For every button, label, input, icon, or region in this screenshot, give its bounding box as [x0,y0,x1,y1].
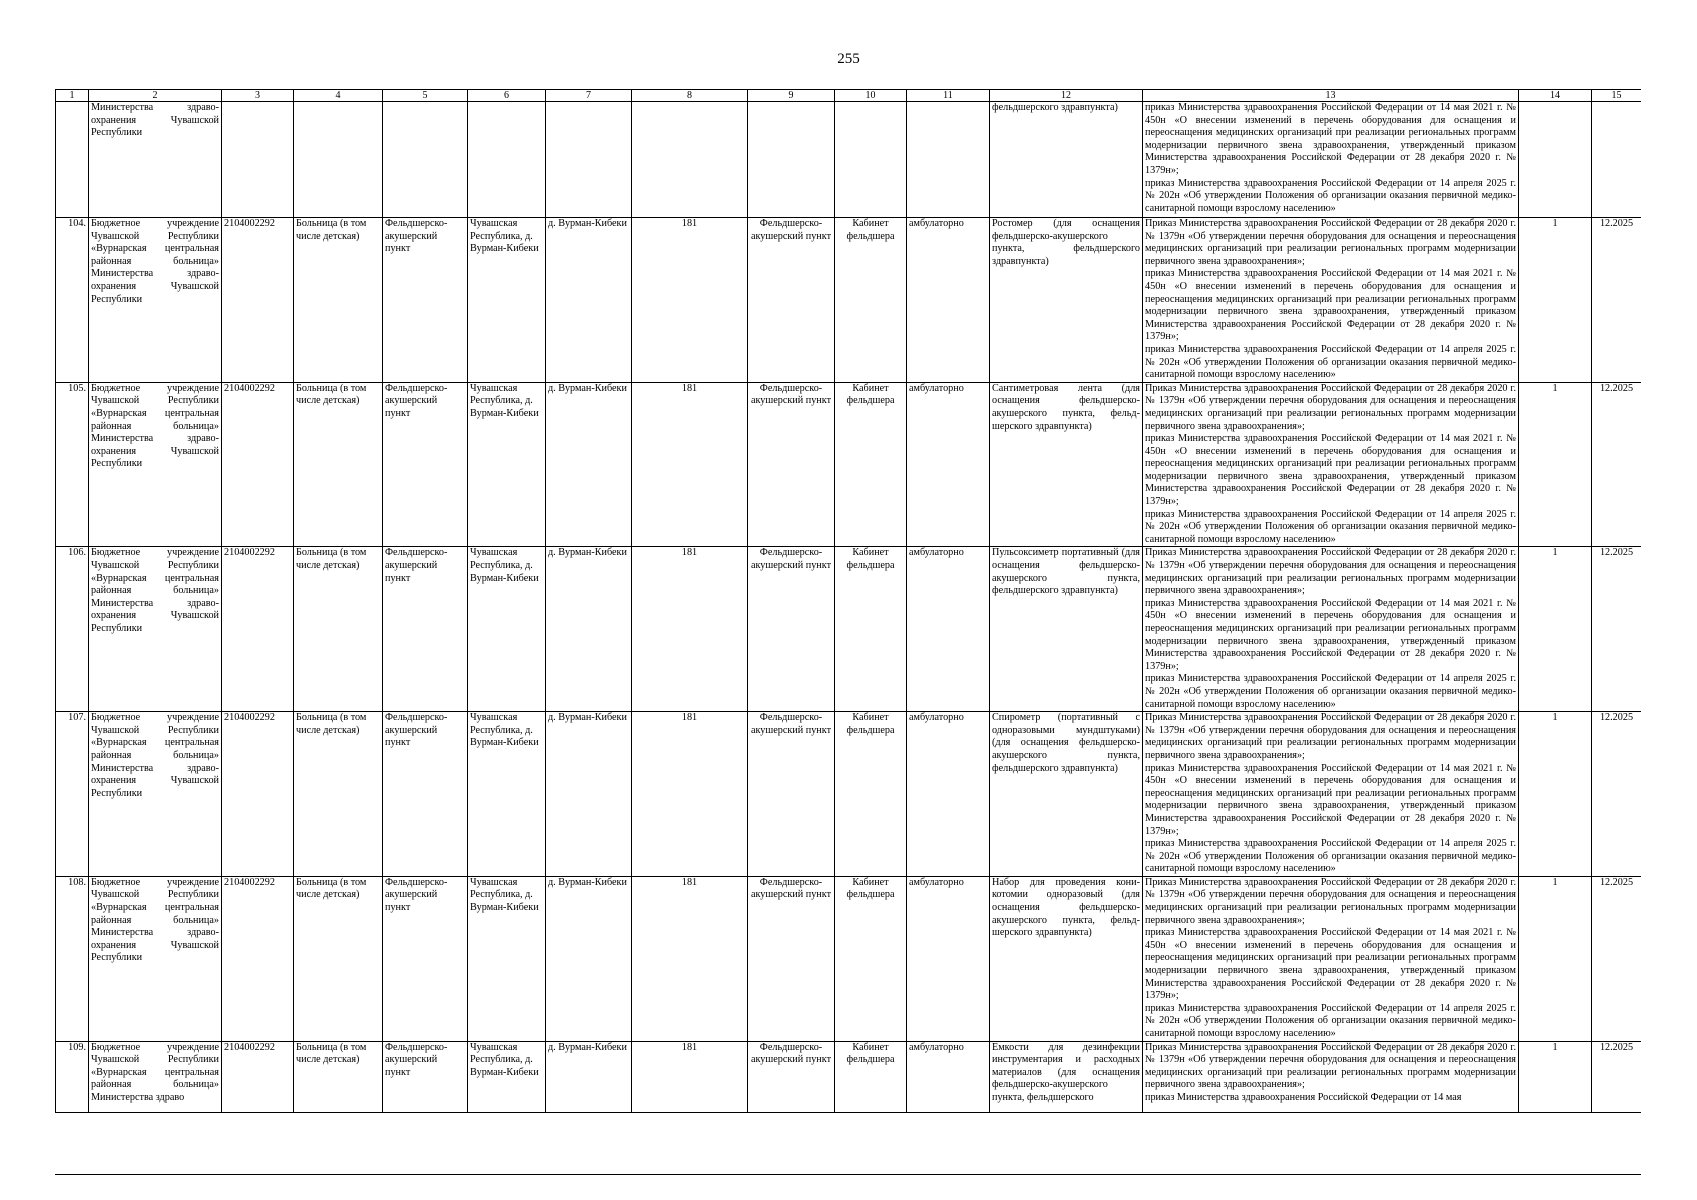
cell-region: Чувашская Республика, д. Вурман-Кибеки [468,712,546,877]
cell-unit: Фельдшерско-акушерский пункт [748,218,835,383]
cell-unit: Фельдшерско-акушерский пункт [748,1041,835,1112]
cell-region: Чувашская Республика, д. Вурман-Кибеки [468,876,546,1041]
cell-num: 106. [56,547,89,712]
cell-care [907,102,990,218]
column-header: 12 [990,90,1143,102]
legal-paragraph: приказ Министерства здравоохранения Российской Федерации от 14 апреля 2025 г. № 202н «Об утверждении Положения об организации оказания первичной медико-санитарной помощи взрослому населению» [1145,838,1516,875]
cell-settlement [546,102,632,218]
equipment-table-container [55,89,1641,1175]
cell-date: 12.2025 [1592,547,1642,712]
cell-num: 109. [56,1041,89,1112]
cell-org-type: Больница (в том числе детская) [294,876,383,1041]
cell-qty: 1 [1519,382,1592,547]
legal-paragraph: приказ Министерства здравоохранения Российской Федерации от 14 апреля 2025 г. № 202н «Об утверждении Положения об организации оказания первичной медико-санитарной помощи взрослому населению» [1145,673,1516,710]
cell-equipment: Спирометр (портативный с одноразовыми мундштуками) (для оснащения фельдшерско-акушерского пункта, фельдшерского здравпункта) [990,712,1143,877]
cell-qty: 1 [1519,218,1592,383]
cell-subdivision: Фельдшерско-акушерский пункт [383,1041,468,1112]
cell-settlement: д. Вурман-Кибеки [546,218,632,383]
cell-qty: 1 [1519,547,1592,712]
cell-legal [1143,102,1519,218]
cell-inn: 2104002292 [222,218,294,383]
cell-region: Чувашская Республика, д. Вурман-Кибеки [468,1041,546,1112]
cell-care: амбулаторно [907,1041,990,1112]
table-row-continuation [56,102,1642,218]
cell-code [632,102,748,218]
cell-inn: 2104002292 [222,382,294,547]
cell-region: Чувашская Республика, д. Вурман-Кибеки [468,547,546,712]
cell-unit: Фельдшерско-акушерский пункт [748,712,835,877]
cell-institution: Бюджетное учреждение Чувашской Республики «Вурнарская центральная районная больница» Министерства здравоохранения Чувашской Республики [89,876,222,1041]
cell-subdivision: Фельдшерско-акушерский пункт [383,712,468,877]
cell-institution: Министерства здравоохранения Чувашской Республики [89,102,222,218]
cell-subdivision: Фельдшерско-акушерский пункт [383,218,468,383]
table-row [56,712,1642,877]
cell-date: 12.2025 [1592,876,1642,1041]
column-header: 14 [1519,90,1592,102]
cell-num: 105. [56,382,89,547]
cell-org-type [294,102,383,218]
legal-paragraph: приказ Министерства здравоохранения Российской Федерации от 14 мая [1145,1091,1462,1103]
cell-unit: Фельдшерско-акушерский пункт [748,547,835,712]
cell-institution: Бюджетное учреждение Чувашской Республики «Вурнарская центральная районная больница» Министерства здравоохранения Чувашской Республики [89,382,222,547]
cell-settlement: д. Вурман-Кибеки [546,382,632,547]
page-number: 255 [837,51,860,67]
column-header: 15 [1592,90,1642,102]
cell-code: 181 [632,382,748,547]
cell-equipment: Емкости для дезинфекции инструментария и расходных материалов (для оснащения фельдшерско-акушерского пункта, фельдшерского [990,1041,1143,1112]
column-header: 2 [89,90,222,102]
legal-paragraph: Приказ Министерства здравоохранения Российской Федерации от 28 декабря 2020 г. № 1379н «Об утверждении перечня оборудования для оснащения и переоснащения медицинских организаций при реализации региональных программ модернизации первичного звена здравоохранения»; [1145,547,1516,597]
cell-qty: 1 [1519,876,1592,1041]
cell-equipment: Пульсоксиметр портативный (для оснащения фельдшерско-акушерского пункта, фельдшерского здравпункта) [990,547,1143,712]
cell-room: Кабинет фельдшера [835,547,907,712]
cell-region: Чувашская Республика, д. Вурман-Кибеки [468,382,546,547]
cell-num [56,102,89,218]
cell-care: амбулаторно [907,547,990,712]
cell-care: амбулаторно [907,712,990,877]
legal-paragraph: приказ Министерства здравоохранения Российской Федерации от 14 апреля 2025 г. № 202н «Об утверждении Положения об организации оказания первичной медико-санитарной помощи взрослому населению» [1145,1002,1516,1039]
cell-org-type: Больница (в том числе детская) [294,547,383,712]
cell-code: 181 [632,547,748,712]
legal-paragraph: Приказ Министерства здравоохранения Российской Федерации от 28 декабря 2020 г. № 1379н «Об утверждении перечня оборудования для оснащения и переоснащения медицинских организаций при реализации региональных программ модернизации первичного звена здравоохранения»; [1145,1041,1516,1091]
cell-qty: 1 [1519,1041,1592,1112]
cell-institution: Бюджетное учреждение Чувашской Республики «Вурнарская центральная районная больница» Министерства здравоохранения Чувашской Республики [89,712,222,877]
cell-equipment: Сантиметровая лента (для оснащения фельдшерско-акушерского пункта, фельдшерского здравпункта) [990,382,1143,547]
cell-equipment: Ростомер (для оснащения фельдшерско-акушерского пункта, фельдшерского здравпункта) [990,218,1143,383]
cell-room [835,102,907,218]
legal-paragraph: приказ Министерства здравоохранения Российской Федерации от 14 апреля 2025 г. № 202н «Об утверждении Положения об организации оказания первичной медико-санитарной помощи взрослому населению» [1145,343,1516,381]
cell-settlement: д. Вурман-Кибеки [546,1041,632,1112]
cell-subdivision [383,102,468,218]
column-header: 7 [546,90,632,102]
cell-qty [1519,102,1592,218]
cell-inn [222,102,294,218]
column-header: 4 [294,90,383,102]
legal-paragraph: приказ Министерства здравоохранения Российской Федерации от 14 мая 2021 г. № 450н «О внесении изменений в перечень оборудования для оснащения и переоснащения медицинских организаций при реализации региональных программ модернизации первичного звена здравоохранения, утвержденный приказом Министерства здравоохранения Российской Федерации от 28 декабря 2020 г. № 1379н»; [1145,102,1516,176]
cell-num: 104. [56,218,89,383]
legal-paragraph: приказ Министерства здравоохранения Российской Федерации от 14 апреля 2025 г. № 202н «Об утверждении Положения об организации оказания первичной медико-санитарной помощи взрослому населению» [1145,508,1516,545]
cell-date: 12.2025 [1592,382,1642,547]
cell-equipment: фельдшерского здравпункта) [990,102,1143,218]
cell-unit: Фельдшерско-акушерский пункт [748,876,835,1041]
cell-room: Кабинет фельдшера [835,382,907,547]
cell-date [1592,102,1642,218]
cell-room: Кабинет фельдшера [835,876,907,1041]
cell-unit [748,102,835,218]
cell-date: 12.2025 [1592,218,1642,383]
cell-date: 12.2025 [1592,712,1642,877]
cell-institution: Бюджетное учреждение Чувашской Республики «Вурнарская центральная районная больница» Министерства здравоохранения Чувашской Республики [89,218,222,383]
legal-paragraph: Приказ Министерства здравоохранения Российской Федерации от 28 декабря 2020 г. № 1379н «Об утверждении перечня оборудования для оснащения и переоснащения медицинских организаций при реализации региональных программ модернизации первичного звена здравоохранения»; [1145,382,1516,432]
cell-settlement: д. Вурман-Кибеки [546,712,632,877]
cell-num: 108. [56,876,89,1041]
table-row [56,876,1642,1041]
cell-org-type: Больница (в том числе детская) [294,1041,383,1112]
column-header: 1 [56,90,89,102]
table-body [56,218,1642,1113]
cell-legal [1143,876,1519,1041]
cell-legal [1143,382,1519,547]
legal-paragraph: приказ Министерства здравоохранения Российской Федерации от 14 мая 2021 г. № 450н «О внесении изменений в перечень оборудования для оснащения и переоснащения медицинских организаций при реализации региональных программ модернизации первичного звена здравоохранения, утвержденный приказом Министерства здравоохранения Российской Федерации от 28 декабря 2020 г. № 1379н»; [1145,762,1516,837]
column-header: 5 [383,90,468,102]
cell-room: Кабинет фельдшера [835,712,907,877]
equipment-table [55,89,1641,1113]
cell-inn: 2104002292 [222,547,294,712]
cell-legal [1143,1041,1519,1112]
cell-institution: Бюджетное учреждение Чувашской Республики «Вурнарская центральная районная больница» Министерства здравоохранения Чувашской Республики [89,547,222,712]
cell-room: Кабинет фельдшера [835,1041,907,1112]
cell-unit: Фельдшерско-акушерский пункт [748,382,835,547]
cell-code: 181 [632,218,748,383]
column-header: 8 [632,90,748,102]
cell-region: Чувашская Республика, д. Вурман-Кибеки [468,218,546,383]
legal-paragraph: приказ Министерства здравоохранения Российской Федерации от 14 мая 2021 г. № 450н «О внесении изменений в перечень оборудования для оснащения и переоснащения медицинских организаций при реализации региональных программ модернизации первичного звена здравоохранения, утвержденный приказом Министерства здравоохранения Российской Федерации от 28 декабря 2020 г. № 1379н»; [1145,597,1516,672]
cell-settlement: д. Вурман-Кибеки [546,876,632,1041]
cell-legal [1143,712,1519,877]
legal-paragraph: приказ Министерства здравоохранения Российской Федерации от 14 мая 2021 г. № 450н «О внесении изменений в перечень оборудования для оснащения и переоснащения медицинских организаций при реализации региональных программ модернизации первичного звена здравоохранения, утвержденный приказом Министерства здравоохранения Российской Федерации от 28 декабря 2020 г. № 1379н»; [1145,268,1516,343]
table-row [56,547,1642,712]
legal-paragraph: Приказ Министерства здравоохранения Российской Федерации от 28 декабря 2020 г. № 1379н «Об утверждении перечня оборудования для оснащения и переоснащения медицинских организаций при реализации региональных программ модернизации первичного звена здравоохранения»; [1145,876,1516,926]
cell-org-type: Больница (в том числе детская) [294,218,383,383]
legal-paragraph: приказ Министерства здравоохранения Российской Федерации от 14 мая 2021 г. № 450н «О внесении изменений в перечень оборудования для оснащения и переоснащения медицинских организаций при реализации региональных программ модернизации первичного звена здравоохранения, утвержденный приказом Министерства здравоохранения Российской Федерации от 28 декабря 2020 г. № 1379н»; [1145,433,1516,508]
cell-settlement: д. Вурман-Кибеки [546,547,632,712]
cell-inn: 2104002292 [222,876,294,1041]
legal-paragraph: Приказ Министерства здравоохранения Российской Федерации от 28 декабря 2020 г. № 1379н «Об утверждении перечня оборудования для оснащения и переоснащения медицинских организаций при реализации региональных программ модернизации первичного звена здравоохранения»; [1145,218,1516,267]
table-row [56,382,1642,547]
column-header: 11 [907,90,990,102]
column-header: 3 [222,90,294,102]
cell-care: амбулаторно [907,382,990,547]
cell-org-type: Больница (в том числе детская) [294,712,383,877]
table-row [56,1041,1642,1112]
cell-room: Кабинет фельдшера [835,218,907,383]
cell-care: амбулаторно [907,876,990,1041]
cell-inn: 2104002292 [222,1041,294,1112]
cell-legal [1143,218,1519,383]
cell-subdivision: Фельдшерско-акушерский пункт [383,382,468,547]
table-row [56,218,1642,383]
column-header: 13 [1143,90,1519,102]
cell-region [468,102,546,218]
cell-code: 181 [632,876,748,1041]
column-header: 10 [835,90,907,102]
cell-code: 181 [632,1041,748,1112]
column-number-row [56,90,1642,102]
cell-date: 12.2025 [1592,1041,1642,1112]
column-header: 9 [748,90,835,102]
legal-paragraph: приказ Министерства здравоохранения Российской Федерации от 14 мая 2021 г. № 450н «О внесении изменений в перечень оборудования для оснащения и переоснащения медицинских организаций при реализации региональных программ модернизации первичного звена здравоохранения, утвержденный приказом Министерства здравоохранения Российской Федерации от 28 декабря 2020 г. № 1379н»; [1145,927,1516,1002]
cell-org-type: Больница (в том числе детская) [294,382,383,547]
column-header: 6 [468,90,546,102]
cell-inn: 2104002292 [222,712,294,877]
cell-institution: Бюджетное учреждение Чувашской Республики «Вурнарская центральная районная больница» Министерства здраво [89,1041,222,1112]
cell-subdivision: Фельдшерско-акушерский пункт [383,547,468,712]
cell-subdivision: Фельдшерско-акушерский пункт [383,876,468,1041]
legal-paragraph: приказ Министерства здравоохранения Российской Федерации от 14 апреля 2025 г. № 202н «Об утверждении Положения об организации оказания первичной медико-санитарной помощи взрослому населению» [1145,177,1516,214]
legal-paragraph: Приказ Министерства здравоохранения Российской Федерации от 28 декабря 2020 г. № 1379н «Об утверждении перечня оборудования для оснащения и переоснащения медицинских организаций при реализации региональных программ модернизации первичного звена здравоохранения»; [1145,712,1516,761]
cell-equipment: Набор для проведения коникотомии одноразовый (для оснащения фельдшерско-акушерского пункта, фельдшерского здравпункта) [990,876,1143,1041]
cell-qty: 1 [1519,712,1592,877]
cell-care: амбулаторно [907,218,990,383]
cell-legal [1143,547,1519,712]
cell-num: 107. [56,712,89,877]
cell-code: 181 [632,712,748,877]
